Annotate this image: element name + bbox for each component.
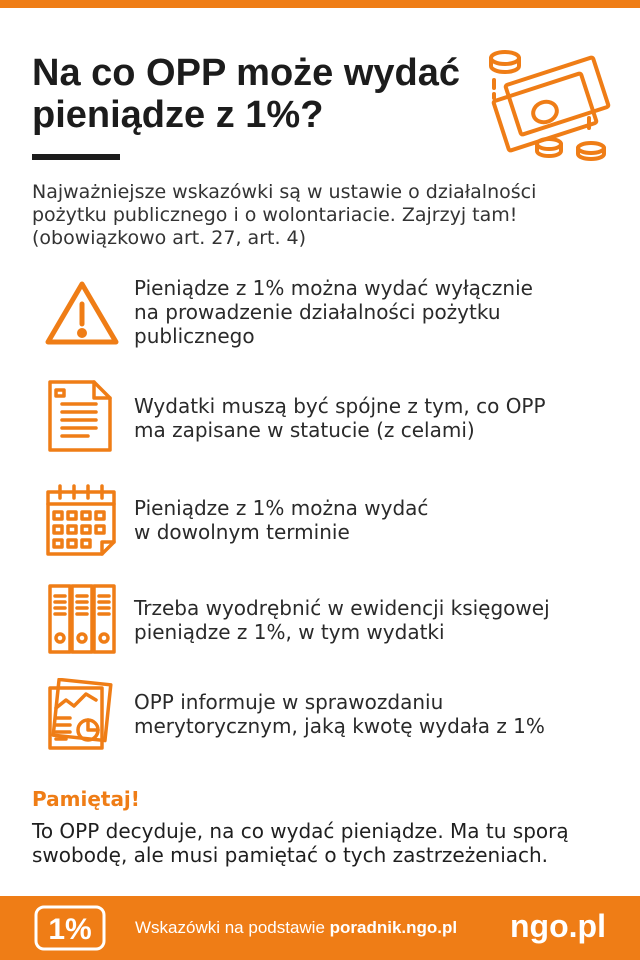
intro-text <box>32 181 622 250</box>
top-accent-bar <box>0 0 640 8</box>
footer-source-note <box>135 918 457 938</box>
remember-text <box>32 819 622 867</box>
tip-text <box>134 690 604 738</box>
intro-line-1: Najważniejsze wskazówki są w ustawie o działalności <box>32 181 537 203</box>
calendar-icon <box>44 480 120 558</box>
footer-source-link[interactable]: poradnik.ngo.pl <box>329 918 458 937</box>
tip-line: ma zapisane w statucie (z celami) <box>134 418 475 442</box>
tip-line: OPP informuje w sprawozdaniu <box>134 690 444 714</box>
title-underline <box>32 154 120 160</box>
title-line-2: pieniądze z 1%? <box>32 94 324 136</box>
remember-heading: Pamiętaj! <box>32 787 140 811</box>
remember-line-1: To OPP decyduje, na co wydać pieniądze. Ma tu sporą <box>32 819 569 843</box>
remember-line-2: swobodę, ale musi pamiętać o tych zastrzeżeniach. <box>32 843 549 867</box>
ngo-logo: ngo.pl <box>510 908 606 944</box>
money-bills-coins-icon <box>485 40 615 165</box>
intro-line-3: (obowiązkowo art. 27, art. 4) <box>32 227 307 249</box>
page-title <box>32 52 472 136</box>
tip-text <box>134 596 604 644</box>
tip-text <box>134 276 604 348</box>
binders-icon <box>44 580 120 658</box>
tip-line: Pieniądze z 1% można wydać <box>134 496 429 520</box>
title-line-1: Na co OPP może wydać <box>32 52 461 94</box>
tip-line: na prowadzenie działalności pożytku <box>134 300 501 324</box>
document-icon <box>44 376 120 454</box>
tip-line: pieniądze z 1%, w tym wydatki <box>134 620 445 644</box>
tip-line: publicznego <box>134 324 255 348</box>
tip-line: Trzeba wyodrębnić w ewidencji księgowej <box>134 596 550 620</box>
footer-bar <box>0 896 640 960</box>
warning-icon <box>44 276 120 354</box>
intro-line-2: pożytku publicznego i o wolontariacie. Zajrzyj tam! <box>32 204 518 226</box>
one-percent-badge-icon <box>34 905 106 951</box>
tip-line: Wydatki muszą być spójne z tym, co OPP <box>134 394 546 418</box>
tip-line: Pieniądze z 1% można wydać wyłącznie <box>134 276 533 300</box>
tip-text <box>134 496 604 544</box>
tip-line: merytorycznym, jaką kwotę wydała z 1% <box>134 714 545 738</box>
tip-line: w dowolnym terminie <box>134 520 350 544</box>
badge-text: 1% <box>48 913 92 946</box>
footer-note-prefix: Wskazówki na podstawie <box>135 918 330 937</box>
report-chart-icon <box>44 678 120 756</box>
tip-text <box>134 394 604 442</box>
